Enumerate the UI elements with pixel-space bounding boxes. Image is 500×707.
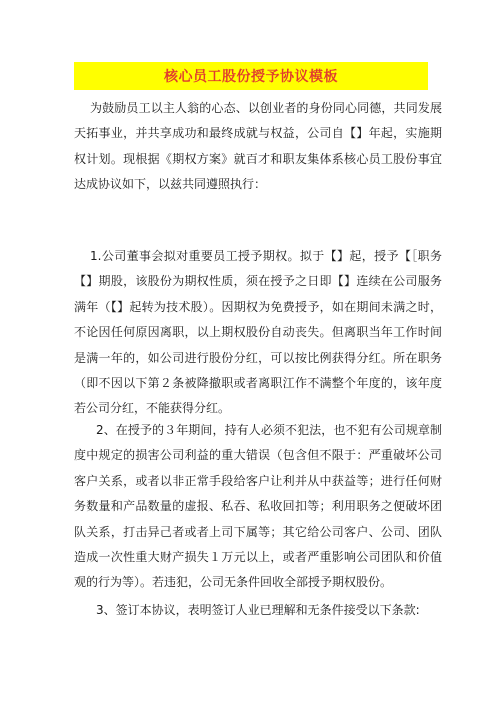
clause-1-paragraph: 1.公司董事会拟对重要员工授予期权。拟于【】起，授予【［职务【】期股，该股份为期权性质，须在授予之日即【】连续在公司服务满年（【】起转为技术股）。因期权为免费授予，如在期间未满之时，不论因任何原因离职，以上期权股份自动丧失。但离职当年工作时间是满一年的，如公司进行股份分红，可以按比例获得分红。所在职务（即不因以下第２条被降撤职或者离职江作不满整个年度的，该年度若公司分红，不能获得分红。 — [74, 249, 442, 416]
clause-3-paragraph: 3、签订本协议，表明签订人业已理解和无条件接受以下条款: — [96, 603, 420, 617]
clause-2-paragraph: 2、在授予的３年期间，持有人必须不犯法，也不犯有公司规章制度中规定的损害公司利益的重大错误（包含但不限于：严重破坏公司客户关系，或者以非正常手段给客户让利并从中获益等；进行任何财务数量和产品数量的虚报、私吞、私收回扣等；利用职务之便破坏团队关系，打击异己者或者上司下属等；其它给公司客户、公司、团队造成一次性重大财产损失１万元以上，或者严重影响公司团队和价值观的行为等）。若违犯，公司无条件回收全部授予期权股份。 — [74, 423, 442, 590]
document-title: 核心员工股份授予协议模板 — [164, 69, 338, 85]
title-highlight-bar — [74, 62, 428, 90]
intro-paragraph: 为鼓励员工以主人翁的心态、以创业者的身份同心同德，共同发展天拓事业，并共享成功和最终成就与权益，公司自【】年起，实施期权计划。现根据《期权方案》就百才和职友集体系核心员工股份事宜达成协议如下，以兹共同遵照执行： — [74, 101, 442, 192]
